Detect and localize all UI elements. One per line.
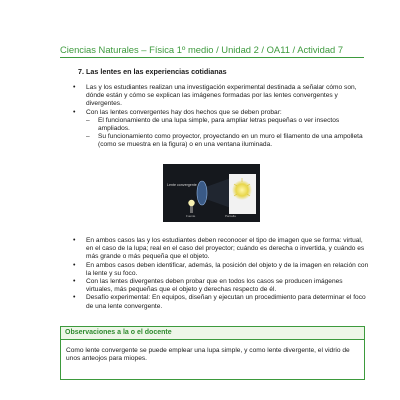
list-item-text: Con las lentes divergentes deben probar que en todos los casos se producen imágenes virtuales, más pequeñas que el objeto y derechas respecto de él. [86,278,343,294]
header-divider [60,57,364,58]
bullet-list-top [72,84,370,150]
bullet-icon: • [73,294,76,302]
list-item-text: Con las lentes convergentes hay dos hechos que se deben probar: [86,108,282,116]
sub-list [72,117,370,150]
list-item [72,84,370,109]
figure-label: Lente convergente [167,183,197,187]
bullet-icon: • [73,84,76,91]
figure-lamp-label: Fuente [186,214,196,218]
projector-illustration [163,164,260,222]
observations-text: Como lente convergente se puede emplear una lupa simple, y como lente divergente, el vidrio de unos anteojos para miopes. [66,347,350,363]
observations-title: Observaciones a la o el docente [65,329,172,336]
dash-icon: – [86,133,90,141]
bullet-icon: • [73,108,76,116]
convergent-lens-icon [197,181,207,205]
lamp-bulb-icon [188,200,194,206]
list-item [72,237,370,262]
list-item [72,109,370,117]
list-item-text: Desafío experimental: En equipos, diseñan y ejecutan un procedimiento para determinar el foco de una lente convergente. [86,294,366,310]
projected-filament-icon [232,180,252,200]
list-item-text: Las y los estudiantes realizan una investigación experimental destinada a señalar cómo son, dónde están y cómo se explican las imágenes formadas por las lentes convergentes y divergentes. [86,84,357,108]
sub-list-item-text: El funcionamiento de una lupa simple, para ampliar letras pequeñas o ver insectos ampliados. [98,116,340,133]
list-item [72,278,370,294]
list-item-text: En ambos casos las y los estudiantes deben reconocer el tipo de imagen que se forma: virtual, en el caso de la lupa; real en el caso del proyector; cuándo es derecha o invertida, y cuándo es más grande o más pequeña que el objeto. [86,237,365,261]
list-item-text: En ambos casos deben identificar, además, la posición del objeto y de la imagen en relación con la lente y su foco. [86,261,369,277]
bullet-list-bottom [72,237,370,311]
list-item [72,262,370,278]
sub-list-item [72,117,370,133]
bullet-icon: • [73,237,76,244]
figure-screen-label: Pantalla [225,214,236,218]
dash-icon: – [86,116,90,124]
projector-figure [163,164,260,222]
sub-list-item [72,133,370,149]
bullet-icon: • [73,261,76,269]
teacher-observations-box [60,326,365,380]
bullet-icon: • [73,278,76,286]
section-title: 7. Las lentes en las experiencias cotidianas [78,67,227,76]
sub-list-item-text: Su funcionamiento como proyector, proyectando en un muro el filamento de una ampolleta (como se muestra en la figura) o en una ventana iluminada. [98,133,363,149]
page-breadcrumb-header: Ciencias Naturales – Física 1º medio / Unidad 2 / OA11 / Actividad 7 [60,44,344,55]
observations-header [61,327,364,340]
list-item [72,294,370,310]
